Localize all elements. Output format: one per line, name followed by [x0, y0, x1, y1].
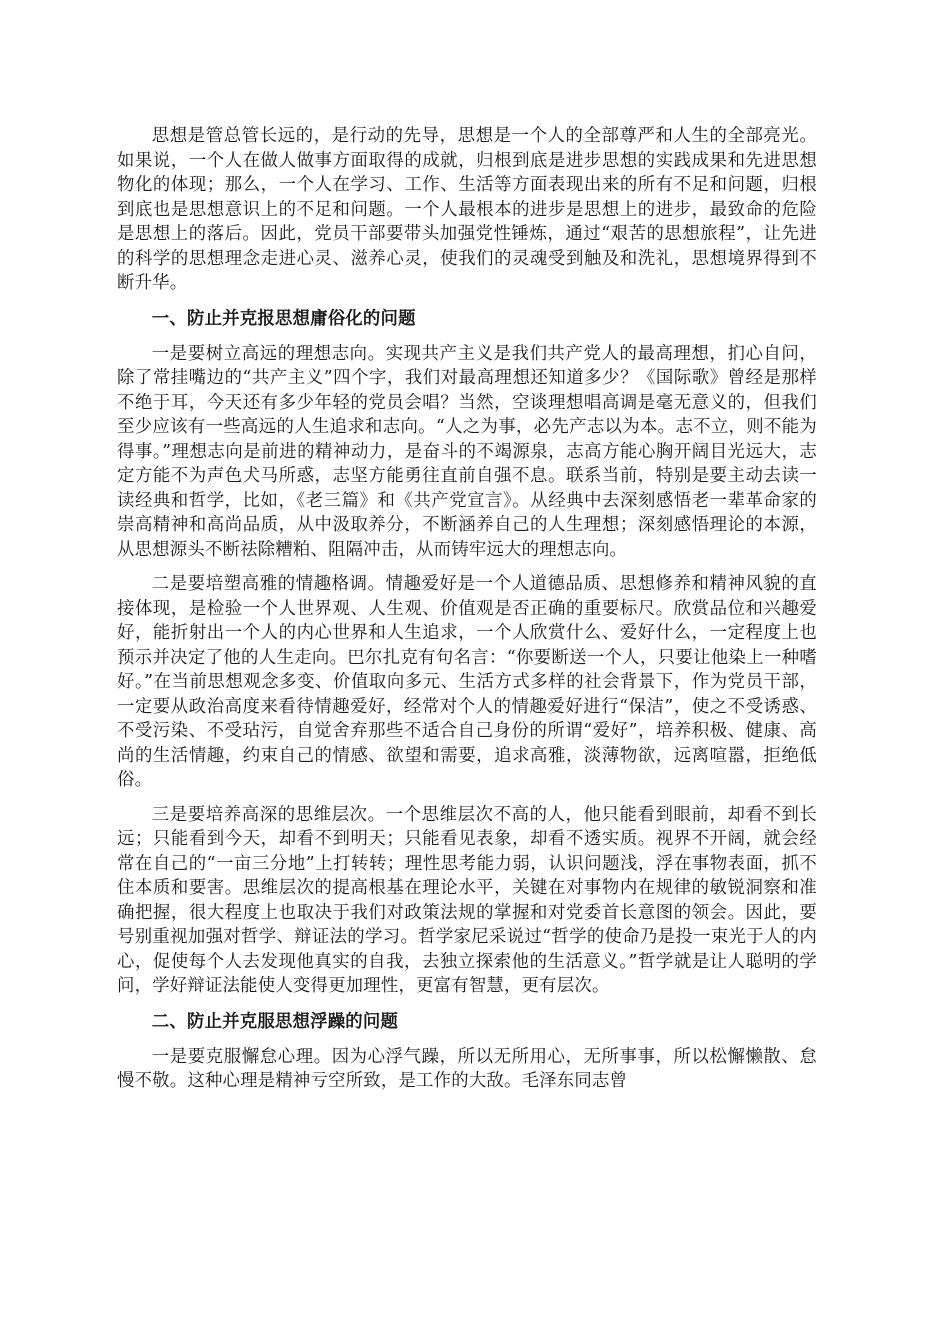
document-page: [117, 124, 817, 1104]
intro-paragraph: 思想是管总管长远的，是行动的先导，思想是一个人的全部尊严和人生的全部亮光。如果说，一个人在做人做事方面取得的成就，归根到底是进步思想的实践成果和先进思想物化的体现；那么，一个人在学习、工作、生活等方面表现出来的所有不足和问题，归根到底也是思想意识上的不足和问题。一个人最根本的进步是思想上的进步，最致命的危险是思想上的落后。因此，党员干部要带头加强党性锤炼，通过“艰苦的思想旅程”，让先进的科学的思想理念走进心灵、滋养心灵，使我们的灵魂受到触及和洗礼，思想境界得到不断升华。: [117, 126, 817, 293]
section-2-paragraph-1: 一是要克服懈怠心理。因为心浮气躁，所以无所用心，无所事事，所以松懈懒散、怠慢不敬。这种心理是精神亏空所致，是工作的大敌。毛泽东同志曾: [117, 1046, 817, 1091]
section-1-paragraph-1: 一是要树立高远的理想志向。实现共产主义是我们共产党人的最高理想，扪心自问，除了常挂嘴边的“共产主义”四个字，我们对最高理想还知道多少？《国际歌》曾经是那样不绝于耳，今天还有多少年轻的党员会唱？当然，空谈理想唱高调是毫无意义的，但我们至少应该有一些高远的人生追求和志向。“人之为事，必先产志以为本。志不立，则不能为得事。”理想志向是前进的精神动力，是奋斗的不竭源泉，志高方能心胸开阔目光远大，志定方能不为声色犬马所惑，志坚方能勇往直前自强不息。联系当前，特别是要主动去读一读经典和哲学，比如，《老三篇》和《共产党宣言》。从经典中去深刻感悟老一辈革命家的崇高精神和高尚品质，从中汲取养分，不断涵养自己的人生理想；深刻感悟理论的本源，从思想源头不断祛除糟粕、阻隔冲击，从而铸牢远大的理想志向。: [117, 343, 817, 560]
section-2-heading: 二、防止并克服思想浮躁的问题: [151, 1011, 399, 1032]
section-1-paragraph-2: 二是要培塑高雅的情趣格调。情趣爱好是一个人道德品质、思想修养和精神风貌的直接体现，是检验一个人世界观、人生观、价值观是否正确的重要标尺。欣赏品位和兴趣爱好，能折射出一个人的内心世界和人生追求，一个人欣赏什么、爱好什么，一定程度上也预示并决定了他的人生走向。巴尔扎克有句名言：“你要断送一个人，只要让他染上一种嗜好。”在当前思想观念多变、价值取向多元、生活方式多样的社会背景下，作为党员干部，一定要从政治高度来看待情趣爱好，经常对个人的情趣爱好进行“保洁”，使之不受诱惑、不受污染、不受玷污，自觉舍弃那些不适合自己身份的所谓“爱好”，培养积极、健康、高尚的生活情趣，约束自己的情感、欲望和需要，追求高雅，淡薄物欲，远离喧嚣，拒绝低俗。: [117, 574, 817, 790]
section-1-heading: 一、防止并克报思想庸俗化的问题: [151, 308, 416, 329]
section-1-paragraph-3: 三是要培养高深的思维层次。一个思维层次不高的人，他只能看到眼前，却看不到长远；只能看到今天，却看不到明天；只能看见表象，却看不透实质。视界不开阔，就会经常在自己的“一亩三分地”上打转转；理性思考能力弱，认识问题浅，浮在事物表面，抓不住本质和要害。思维层次的提高根基在理论水平，关键在对事物内在规律的敏锐洞察和准确把握，很大程度上也取决于我们对政策法规的掌握和对党委首长意图的领会。因此，要号别重视加强对哲学、辩证法的学习。哲学家尼采说过“哲学的使命乃是投一束光于人的内心，促使每个人去发现他真实的自我，去独立探索他的生活意义。”哲学就是让人聪明的学问，学好辩证法能使人变得更加理性，更富有智慧，更有层次。: [117, 804, 817, 996]
